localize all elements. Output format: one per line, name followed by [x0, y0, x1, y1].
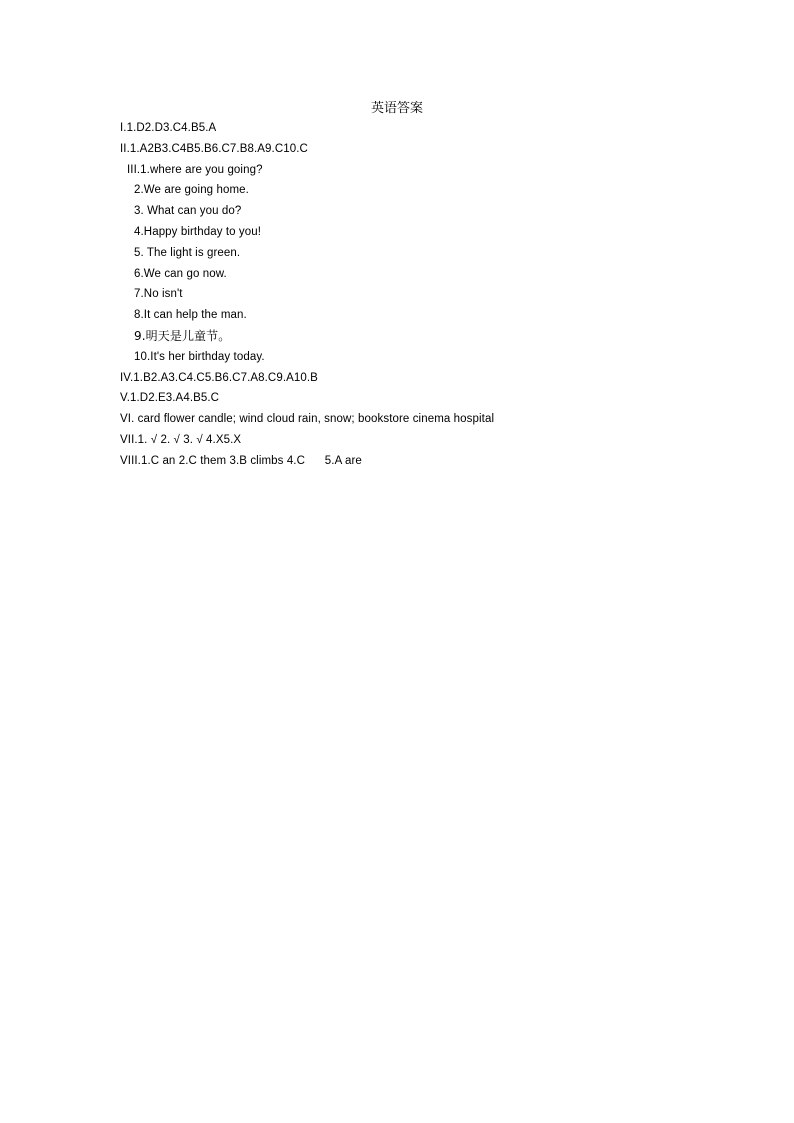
answer-line-section-6: VI. card flower candle; wind cloud rain, snow; bookstore cinema hospital — [120, 413, 495, 426]
answer-line-section-1: I.1.D2.D3.C4.B5.A — [120, 122, 217, 134]
answer-line-section-7: VII.1. √ 2. √ 3. √ 4.X5.X — [120, 433, 242, 446]
answer-line-section-3: III.1.where are you going? — [127, 163, 263, 176]
answer-line-3-2: 2.We are going home. — [134, 184, 249, 197]
answer-line-section-2: II.1.A2B3.C4B5.B6.C7.B8.A9.C10.C — [120, 142, 308, 155]
answer-line-3-10: 10.It's her birthday today. — [134, 350, 265, 363]
answer-line-3-3: 3. What can you do? — [134, 205, 242, 218]
answer-line-3-9: 9.明天是儿童节。 — [134, 328, 231, 343]
page-title: 英语答案 — [370, 101, 423, 116]
answer-line-3-8: 8.It can help the man. — [134, 309, 247, 322]
answer-line-3-6: 6.We can go now. — [134, 267, 227, 280]
answer-line-section-5: V.1.D2.E3.A4.B5.C — [120, 392, 220, 405]
answer-line-section-8: VIII.1.C an 2.C them 3.B climbs 4.C 5.A are — [120, 454, 362, 467]
answer-line-3-7: 7.No isn't — [134, 288, 183, 301]
answer-line-section-4: IV.1.B2.A3.C4.C5.B6.C7.A8.C9.A10.B — [120, 371, 318, 384]
answer-line-3-5: 5. The light is green. — [134, 246, 241, 259]
answer-list — [120, 118, 760, 472]
answer-line-3-4: 4.Happy birthday to you! — [134, 225, 262, 238]
